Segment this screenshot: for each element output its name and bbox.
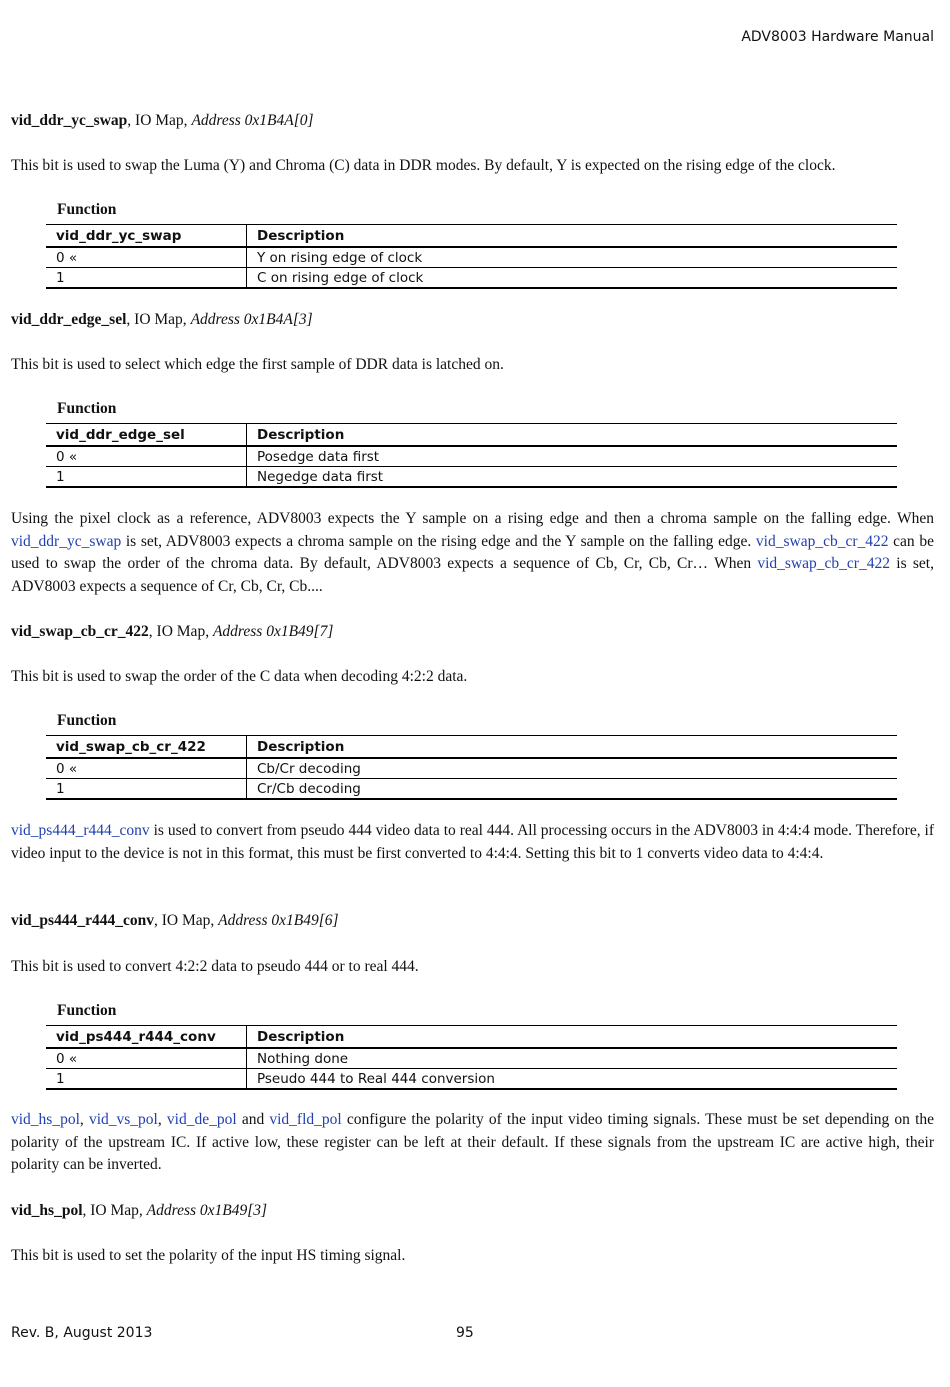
table-row: 0 « Nothing done [46, 1048, 897, 1069]
table-row: 1 Pseudo 444 to Real 444 conversion [46, 1069, 897, 1090]
function-table-title: Function [57, 1002, 117, 1019]
body-paragraph-ddr-sampling: Using the pixel clock as a reference, ADV8003 expects the Y sample on a rising edge and then a chroma sample on the falling edge. When vid_ddr_yc_swap is set, ADV8003 expects a chroma sample on the rising edge and the Y sample on the falling edge. vid_swap_cb_cr_422 can be used to swap the order of the chroma data. By default, ADV8003 expects a sequence of Cb, Cr, Cb, Cr… When vid_swap_cb_cr_422 is set, ADV8003 expects a sequence of Cr, Cb, Cr, Cb.... [11, 510, 934, 595]
table-header-register: vid_ddr_edge_sel [46, 424, 247, 447]
link-vid-ddr-yc-swap[interactable]: vid_ddr_yc_swap [11, 532, 122, 550]
table-header-description: Description [247, 736, 898, 759]
register-heading-vid-ddr-yc-swap: vid_ddr_yc_swap, IO Map, Address 0x1B4A[0] [11, 112, 314, 129]
table-header-register: vid_ddr_yc_swap [46, 225, 247, 248]
link-vid-ps444-r444-conv[interactable]: vid_ps444_r444_conv [11, 822, 150, 839]
function-table-vid-ddr-yc-swap [46, 224, 897, 289]
register-description: This bit is used to swap the Luma (Y) and Chroma (C) data in DDR modes. By default, Y is expected on the rising edge of the clock. [11, 157, 836, 174]
footer-revision: Rev. B, August 2013 [11, 1325, 153, 1341]
table-row: 0 « Y on rising edge of clock [46, 247, 897, 268]
register-heading-vid-ps444-r444-conv: vid_ps444_r444_conv, IO Map, Address 0x1B49[6] [11, 912, 339, 929]
body-paragraph-polarity: vid_hs_pol, vid_vs_pol, vid_de_pol and vid_fld_pol configure the polarity of the input video timing signals. These must be set depending on the polarity of the upstream IC. If active low, these register can be left at their default. If these signals from the upstream IC are active high, their polarity can be inverted. [11, 1111, 935, 1173]
link-vid-fld-pol[interactable]: vid_fld_pol [269, 1111, 342, 1128]
table-row: 1 Cr/Cb decoding [46, 779, 897, 800]
register-description: This bit is used to convert 4:2:2 data to pseudo 444 or to real 444. [11, 958, 419, 975]
function-table-vid-swap-cb-cr-422 [46, 735, 897, 800]
link-vid-de-pol[interactable]: vid_de_pol [166, 1111, 237, 1128]
table-header-description: Description [247, 225, 898, 248]
function-table-vid-ddr-edge-sel [46, 423, 897, 488]
link-vid-swap-cb-cr-422[interactable]: vid_swap_cb_cr_422 [755, 532, 889, 550]
table-header-register: vid_ps444_r444_conv [46, 1026, 247, 1049]
register-heading-vid-ddr-edge-sel: vid_ddr_edge_sel, IO Map, Address 0x1B4A[3] [11, 311, 313, 328]
page-header-title: ADV8003 Hardware Manual [741, 29, 934, 45]
table-row: 1 C on rising edge of clock [46, 268, 897, 289]
register-description: This bit is used to select which edge the first sample of DDR data is latched on. [11, 356, 504, 373]
register-description: This bit is used to swap the order of the C data when decoding 4:2:2 data. [11, 668, 468, 685]
link-vid-hs-pol[interactable]: vid_hs_pol [11, 1111, 80, 1128]
page-number: 95 [456, 1325, 474, 1341]
link-vid-vs-pol[interactable]: vid_vs_pol [88, 1111, 158, 1128]
table-header-description: Description [247, 1026, 898, 1049]
function-table-title: Function [57, 400, 117, 417]
register-description: This bit is used to set the polarity of the input HS timing signal. [11, 1247, 406, 1264]
function-table-vid-ps444-r444-conv [46, 1025, 897, 1090]
table-row: 0 « Posedge data first [46, 446, 897, 467]
table-row: 1 Negedge data first [46, 467, 897, 488]
register-heading-vid-hs-pol: vid_hs_pol, IO Map, Address 0x1B49[3] [11, 1202, 268, 1219]
function-table-title: Function [57, 201, 117, 218]
function-table-title: Function [57, 712, 117, 729]
link-vid-swap-cb-cr-422[interactable]: vid_swap_cb_cr_422 [757, 555, 890, 572]
table-row: 0 « Cb/Cr decoding [46, 758, 897, 779]
table-header-description: Description [247, 424, 898, 447]
body-paragraph-ps444: vid_ps444_r444_conv is used to convert from pseudo 444 video data to real 444. All processing occurs in the ADV8003 in 4:4:4 mode. Therefore, if video input to the device is not in this format, this must be first converted to 4:4:4. Setting this bit to 1 converts video data to 4:4:4. [11, 822, 934, 862]
register-heading-vid-swap-cb-cr-422: vid_swap_cb_cr_422, IO Map, Address 0x1B49[7] [11, 623, 334, 640]
table-header-register: vid_swap_cb_cr_422 [46, 736, 247, 759]
